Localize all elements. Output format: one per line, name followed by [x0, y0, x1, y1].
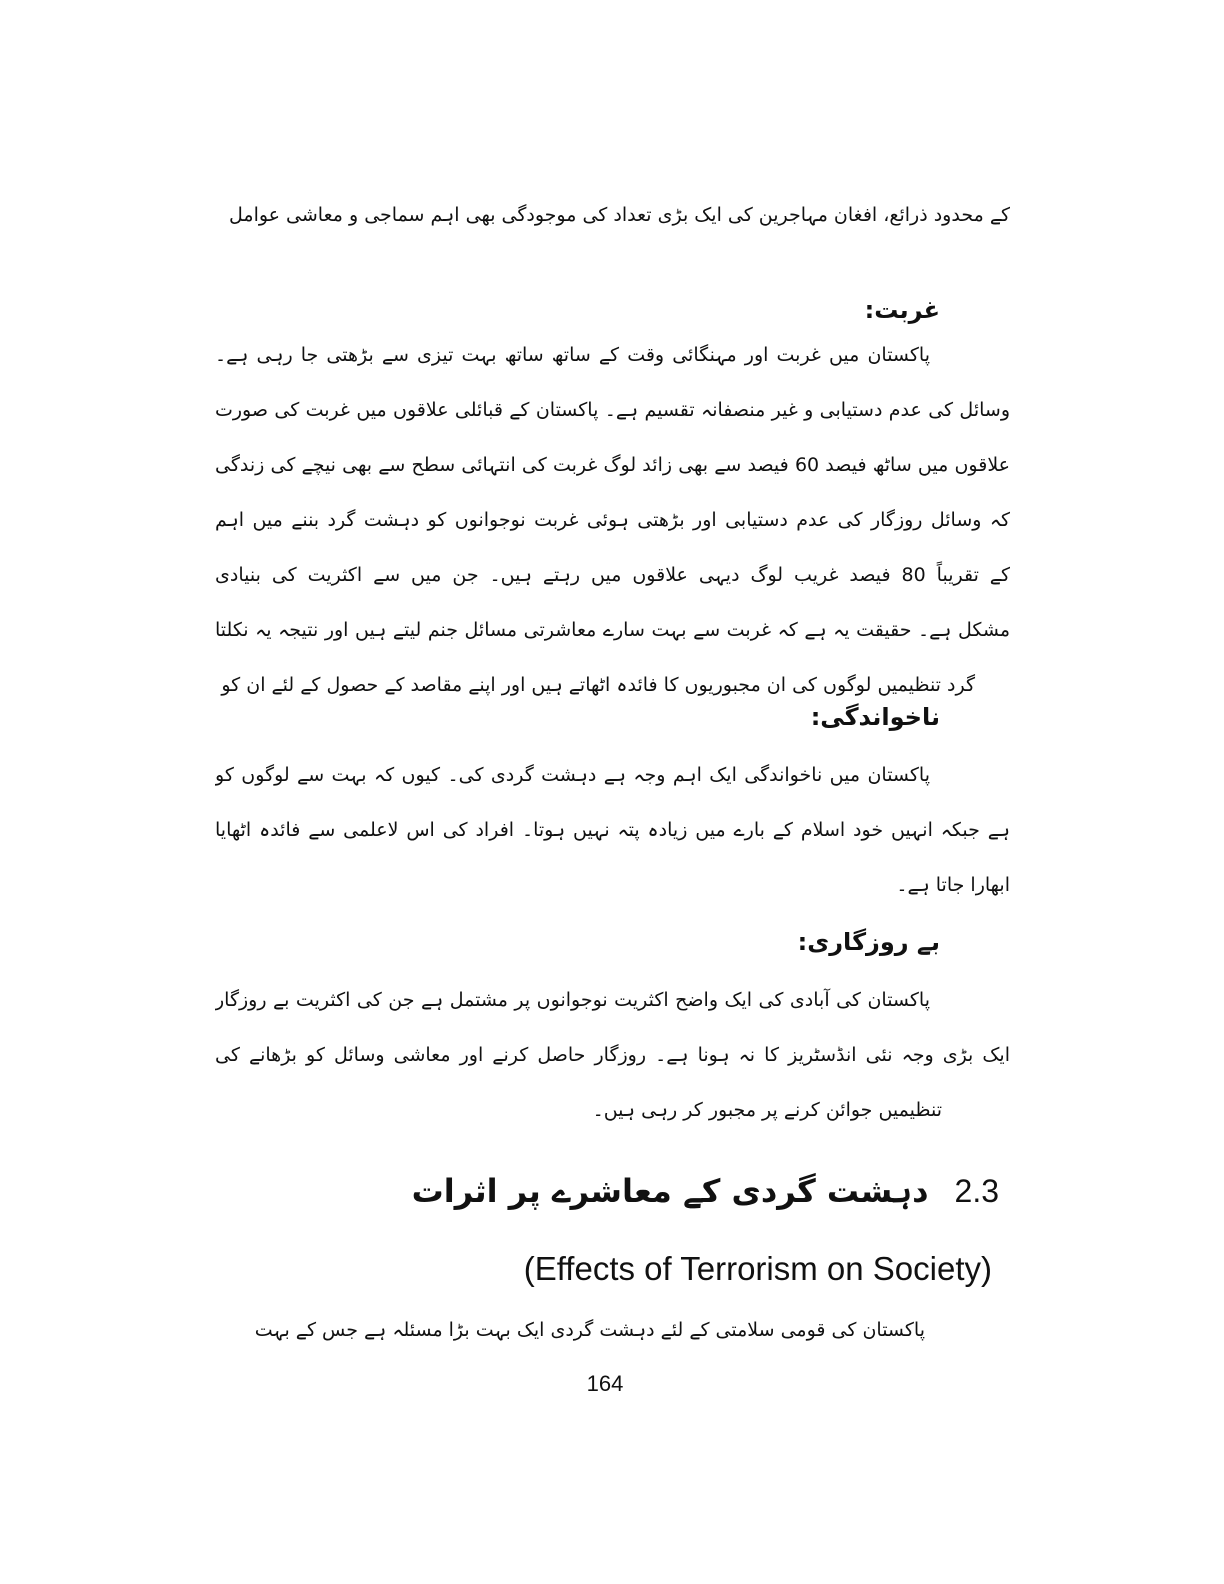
paragraph-line: وسائل کی عدم دستیابی و غیر منصفانہ تقسیم ہے۔ پاکستان کے قبائلی علاقوں میں غربت کی صورت: [215, 399, 1010, 421]
intro-line: کے محدود ذرائع، افغان مہاجرین کی ایک بڑی تعداد کی موجودگی بھی اہم سماجی و معاشی عوامل: [229, 204, 1010, 226]
paragraph-line: کے تقریباً 80 فیصد غریب لوگ دیہی علاقوں میں رہتے ہیں۔ جن میں سے اکثریت کی بنیادی: [215, 564, 1010, 586]
section-line: پاکستان کی قومی سلامتی کے لئے دہشت گردی ایک بہت بڑا مسئلہ ہے جس کے بہت: [254, 1319, 925, 1341]
section-title-english: (Effects of Terrorism on Society): [523, 1250, 992, 1287]
paragraph-line: گرد تنظیمیں لوگوں کی ان مجبوریوں کا فائدہ اٹھاتے ہیں اور اپنے مقاصد کے حصول کے لئے ان کو: [221, 674, 975, 696]
heading-unemployment: بے روزگاری:: [797, 928, 940, 956]
paragraph-line: پاکستان میں غربت اور مہنگائی وقت کے ساتھ ساتھ بہت تیزی سے بڑھتی جا رہی ہے۔: [215, 344, 930, 366]
section-heading: [412, 1172, 999, 1210]
paragraph-line: کہ وسائل روزگار کی عدم دستیابی اور بڑھتی ہوئی غربت نوجوانوں کو دہشت گرد بننے میں اہم: [215, 509, 1010, 531]
heading-illiteracy: ناخواندگی:: [810, 703, 940, 731]
paragraph-line: پاکستان کی آبادی کی ایک واضح اکثریت نوجوانوں پر مشتمل ہے جن کی اکثریت بے روزگار: [215, 989, 930, 1011]
section-title-urdu: دہشت گردی کے معاشرے پر اثرات: [411, 1172, 929, 1210]
paragraph-line: ایک بڑی وجہ نئی انڈسٹریز کا نہ ہونا ہے۔ روزگار حاصل کرنے اور معاشی وسائل کو بڑھانے کی: [215, 1044, 1010, 1066]
paragraph-line: ابھارا جاتا ہے۔: [896, 874, 1010, 896]
paragraph-line: پاکستان میں ناخواندگی ایک اہم وجہ ہے دہشت گردی کی۔ کیوں کہ بہت سے لوگوں کو: [215, 764, 930, 786]
paragraph-line: علاقوں میں ساٹھ فیصد 60 فیصد سے بھی زائد لوگ غربت کی انتہائی سطح سے بھی نیچے کی زندگی: [215, 454, 1010, 476]
paragraph-line: ہے جبکہ انہیں خود اسلام کے بارے میں زیادہ پتہ نہیں ہوتا۔ افراد کی اس لاعلمی سے فائدہ اٹھایا: [215, 819, 1010, 841]
section-number: 2.3: [954, 1173, 999, 1209]
page-number: 164: [586, 1371, 624, 1396]
paragraph-line: مشکل ہے۔ حقیقت یہ ہے کہ غربت سے بہت سارے معاشرتی مسائل جنم لیتے ہیں اور نتیجہ یہ نکلتا: [215, 619, 1010, 641]
paragraph-line: تنظیمیں جوائن کرنے پر مجبور کر رہی ہیں۔: [592, 1099, 942, 1121]
heading-poverty: غربت:: [864, 296, 940, 324]
